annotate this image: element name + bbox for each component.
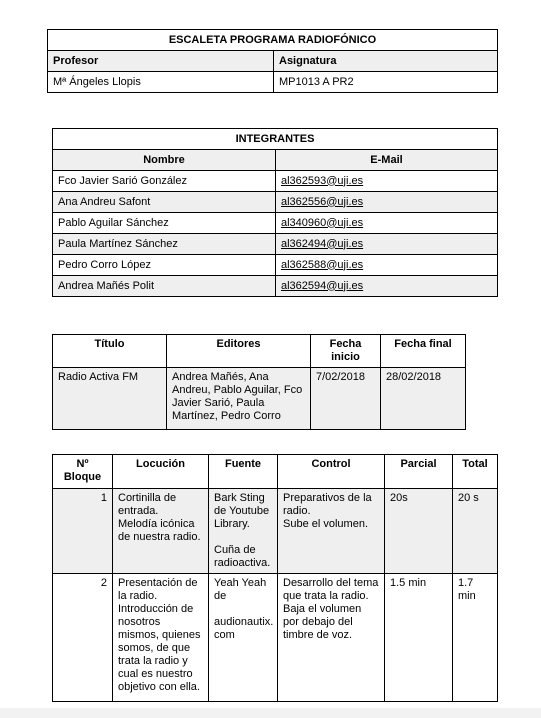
page-bottom-edge — [0, 708, 541, 718]
member-name: Paula Martínez Sánchez — [53, 234, 276, 255]
profesor-header: Profesor — [48, 51, 274, 72]
member-email — [276, 192, 498, 213]
bloque-header: Nº Bloque — [53, 455, 113, 489]
titulo-value: Radio Activa FM — [53, 368, 167, 430]
nombre-header: Nombre — [53, 150, 276, 171]
integrantes-table — [52, 128, 498, 297]
total-header: Total — [453, 455, 498, 489]
fecha-final-value: 28/02/2018 — [381, 368, 466, 430]
profesor-value: Mª Ángeles Llopis — [48, 72, 274, 93]
control-cell: Preparativos de la radio. Sube el volumen. — [278, 489, 385, 574]
asignatura-header: Asignatura — [274, 51, 498, 72]
titulo-header: Título — [53, 335, 167, 368]
member-email — [276, 171, 498, 192]
editores-value: Andrea Mañés, Ana Andreu, Pablo Aguilar, Fco Javier Sarió, Paula Martínez, Pedro Corro — [167, 368, 311, 430]
email-link[interactable]: al340960@uji.es — [281, 216, 364, 229]
integrantes-title: INTEGRANTES — [53, 129, 498, 150]
bloque-number: 1 — [53, 489, 113, 574]
parcial-cell: 20s — [385, 489, 453, 574]
email-link[interactable]: al362494@uji.es — [281, 237, 364, 250]
email-link[interactable]: al362588@uji.es — [281, 258, 364, 271]
table-row — [53, 255, 498, 276]
programa-table — [52, 334, 466, 430]
asignatura-value: MP1013 A PR2 — [274, 72, 498, 93]
fuente-header: Fuente — [209, 455, 278, 489]
fecha-final-header: Fecha final — [381, 335, 466, 368]
member-email — [276, 255, 498, 276]
locucion-cell: Cortinilla de entrada. Melodía icónica de nuestra radio. — [113, 489, 209, 574]
control-header: Control — [278, 455, 385, 489]
table-row — [53, 276, 498, 297]
bloque-number: 2 — [53, 574, 113, 702]
table-row — [53, 213, 498, 234]
parcial-header: Parcial — [385, 455, 453, 489]
locucion-header: Locución — [113, 455, 209, 489]
parcial-cell: 1.5 min — [385, 574, 453, 702]
header-table — [47, 29, 498, 93]
email-header: E-Mail — [276, 150, 498, 171]
table-row — [53, 234, 498, 255]
total-cell: 20 s — [453, 489, 498, 574]
table-row — [53, 574, 498, 702]
table-row — [53, 489, 498, 574]
email-link[interactable]: al362593@uji.es — [281, 174, 364, 187]
fuente-cell: Yeah Yeah de audionautix. com — [209, 574, 278, 702]
fuente-cell: Bark Sting de Youtube Library. Cuña de radioactiva. — [209, 489, 278, 574]
table-row — [53, 171, 498, 192]
member-name: Pablo Aguilar Sánchez — [53, 213, 276, 234]
control-cell: Desarrollo del tema que trata la radio. Baja el volumen por debajo del timbre de voz. — [278, 574, 385, 702]
member-name: Fco Javier Sarió González — [53, 171, 276, 192]
member-email — [276, 213, 498, 234]
member-name: Ana Andreu Safont — [53, 192, 276, 213]
email-link[interactable]: al362594@uji.es — [281, 279, 364, 292]
bloques-table — [52, 454, 498, 702]
table-row — [53, 192, 498, 213]
member-name: Pedro Corro López — [53, 255, 276, 276]
locucion-cell: Presentación de la radio. Introducción de nosotros mismos, quienes somos, de que trata la radio y cual es nuestro objetivo con ella. — [113, 574, 209, 702]
total-cell: 1.7 min — [453, 574, 498, 702]
fecha-inicio-value: 7/02/2018 — [311, 368, 381, 430]
fecha-inicio-header: Fecha inicio — [311, 335, 381, 368]
document-title: ESCALETA PROGRAMA RADIOFÓNICO — [48, 30, 498, 51]
member-email — [276, 276, 498, 297]
email-link[interactable]: al362556@uji.es — [281, 195, 364, 208]
editores-header: Editores — [167, 335, 311, 368]
member-name: Andrea Mañés Polit — [53, 276, 276, 297]
member-email — [276, 234, 498, 255]
